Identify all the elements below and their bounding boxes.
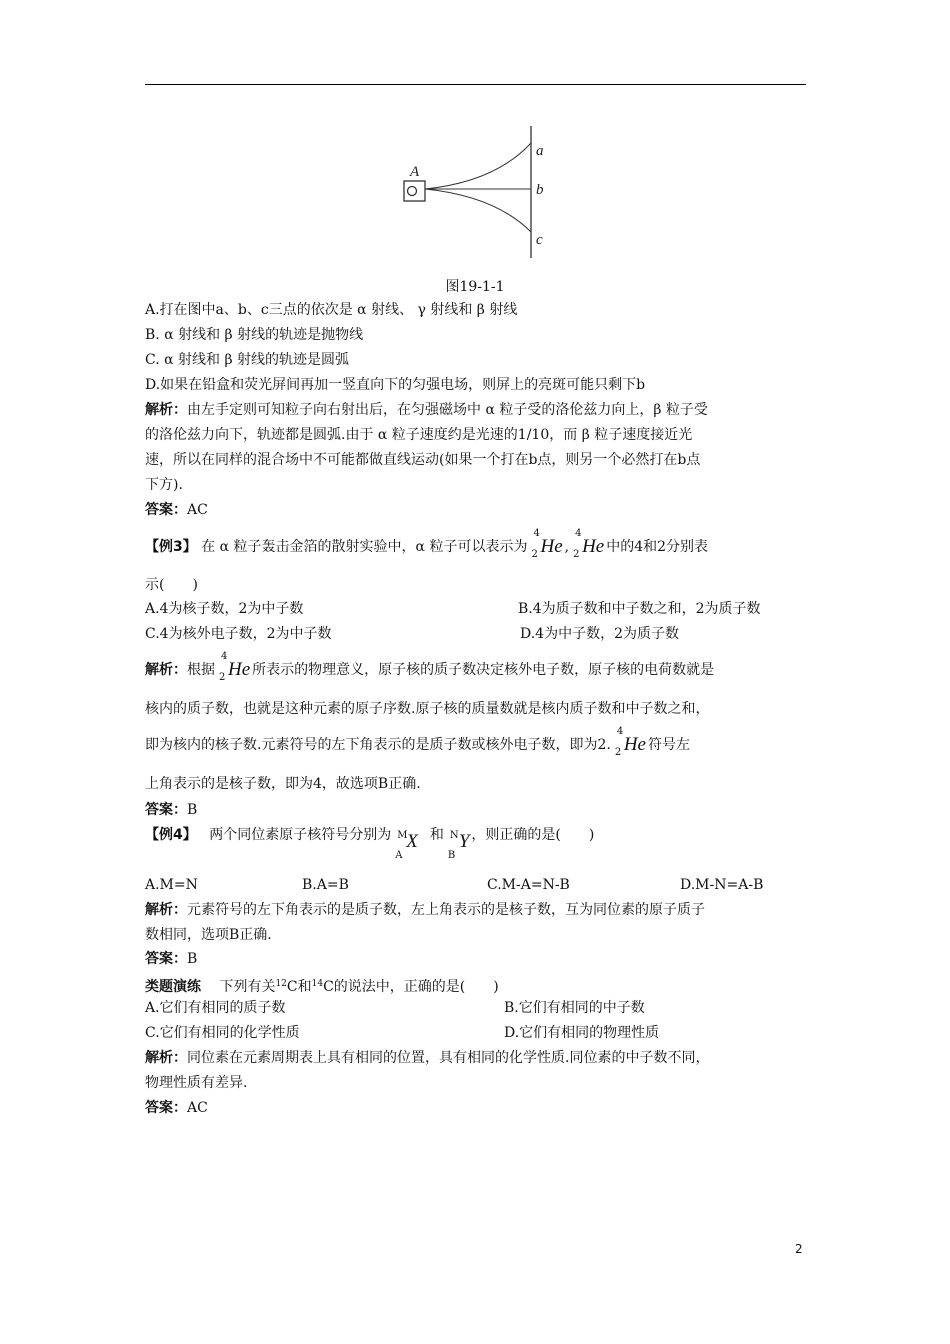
q2-analysis-line-2: 的洛伦兹力向下，轨迹都是圆弧.由于 α 粒子速度约是光速的1/10，而 β 粒子速度接近光 <box>145 427 693 443</box>
analysis-label: 解析： <box>145 402 187 418</box>
q3-stem-text: 中的4和2分别表 <box>606 539 709 555</box>
helium-symbol: 4 2 He <box>573 528 605 560</box>
q3-answer <box>145 801 197 819</box>
analysis-text: 所表示的物理意义，原子核的质子数决定核外电子数，原子核的电荷数就是 <box>252 662 715 678</box>
q2-option-b: B. α 射线和 β 射线的轨迹是抛物线 <box>145 327 364 343</box>
practice-stem-text: 下列有关 <box>219 979 276 995</box>
header-rule <box>145 84 806 85</box>
label-a: a <box>536 143 544 159</box>
practice-tag: 类题演练 <box>145 979 201 995</box>
q3-stem-line-2: 示( ) <box>145 577 198 593</box>
q4-option-a: A.M=N <box>145 877 198 893</box>
answer-value: AC <box>187 1100 208 1116</box>
q3-sep: , <box>564 539 570 555</box>
answer-value: B <box>187 802 198 818</box>
analysis-label: 解析： <box>145 662 187 678</box>
practice-stem <box>145 975 499 996</box>
analysis-label: 解析： <box>145 902 187 918</box>
answer-label: 答案： <box>145 502 187 518</box>
q3-option-c: C.4为核外电子数，2为中子数 <box>145 626 332 642</box>
helium-symbol: 4 2 He <box>531 528 563 560</box>
alpha-path <box>425 143 531 189</box>
q3-analysis-line-3 <box>145 726 690 758</box>
q4-analysis-line-2: 数相同，选项B正确. <box>145 927 272 943</box>
q3-analysis-line-2: 核内的质子数，也就是这种元素的原子序数.原子核的质量数就是核内质子数和中子数之和， <box>145 701 710 717</box>
q2-analysis-line-3: 速，所以在同样的混合场中不可能都做直线运动(如果一个打在b点，则另一个必然打在b点 <box>145 452 701 468</box>
label-A: A <box>410 164 420 180</box>
analysis-text: 元素符号的左下角表示的是质子数，左上角表示的是核子数，互为同位素的原子质子 <box>187 902 705 918</box>
practice-analysis-line-1 <box>145 1049 709 1067</box>
carbon-symbol: C <box>286 979 298 995</box>
q3-option-a: A.4为核子数，2为中子数 <box>145 601 304 617</box>
figure-caption: 图19-1-1 <box>445 279 505 295</box>
isotope-y-symbol: N B Y <box>447 830 470 861</box>
q3-option-d: D.4为中子数，2为质子数 <box>520 626 679 642</box>
q3-option-b: B.4为质子数和中子数之和，2为质子数 <box>518 601 761 617</box>
page-number: 2 <box>795 1242 803 1256</box>
label-b: b <box>536 182 544 198</box>
answer-label: 答案： <box>145 951 187 967</box>
answer-value: B <box>187 951 198 967</box>
radiation-deflection-figure <box>400 126 550 260</box>
q4-stem <box>145 826 595 861</box>
q4-stem-text: ，则正确的是( ) <box>471 827 595 843</box>
analysis-text: 符号左 <box>647 737 690 753</box>
q4-analysis-line-1 <box>145 901 705 919</box>
example-tag: 【例3】 <box>145 539 197 555</box>
practice-stem-text: 的说法中，正确的是( ) <box>333 979 499 995</box>
q3-analysis-line-1 <box>145 651 715 683</box>
c12-mass: 12 <box>275 979 287 989</box>
example-tag: 【例4】 <box>145 827 197 843</box>
practice-option-a: A.它们有相同的质子数 <box>145 1000 286 1016</box>
label-c: c <box>536 232 543 248</box>
answer-label: 答案： <box>145 802 187 818</box>
q2-analysis-line-4: 下方). <box>145 477 183 493</box>
practice-analysis-line-2: 物理性质有差异. <box>145 1075 248 1091</box>
q3-stem-text: 在 α 粒子轰击金箔的散射实验中，α 粒子可以表示为 <box>201 539 528 555</box>
q4-stem-text: 两个同位素原子核符号分别为 <box>209 827 392 843</box>
q2-option-c: C. α 射线和 β 射线的轨迹是圆弧 <box>145 352 350 368</box>
q2-option-d: D.如果在铅盒和荧光屏间再加一竖直向下的匀强电场，则屏上的亮斑可能只剩下b <box>145 377 646 393</box>
helium-symbol: 4 2 He <box>614 726 646 758</box>
helium-symbol: 4 2 He <box>219 651 251 683</box>
analysis-text: 同位素在元素周期表上具有相同的位置，具有相同的化学性质.同位素的中子数不同， <box>187 1050 710 1066</box>
q4-option-d: D.M-N=A-B <box>680 877 764 893</box>
q3-stem-line-1 <box>145 528 709 560</box>
analysis-text: 根据 <box>187 662 215 678</box>
practice-option-c: C.它们有相同的化学性质 <box>145 1025 300 1041</box>
analysis-text: 即为核内的核子数.元素符号的左下角表示的是质子数或核外电子数，即为2. <box>145 737 611 753</box>
carbon-symbol: C <box>323 979 334 995</box>
answer-value: AC <box>187 502 208 518</box>
q4-and: 和 <box>429 827 444 843</box>
q2-analysis-line-1 <box>145 401 708 419</box>
practice-and: 和 <box>297 979 312 995</box>
isotope-x-symbol: M A X <box>395 830 418 861</box>
practice-option-b: B.它们有相同的中子数 <box>504 1000 645 1016</box>
q4-option-b: B.A=B <box>302 877 349 893</box>
c14-mass: 14 <box>311 979 324 989</box>
practice-option-d: D.它们有相同的物理性质 <box>504 1025 660 1041</box>
q2-answer <box>145 501 208 519</box>
analysis-label: 解析： <box>145 1050 187 1066</box>
q3-analysis-line-4: 上角表示的是核子数，即为4，故选项B正确. <box>145 776 421 792</box>
q4-option-c: C.M-A=N-B <box>487 877 570 893</box>
practice-answer <box>145 1099 208 1117</box>
analysis-text: 由左手定则可知粒子向右射出后，在匀强磁场中 α 粒子受的洛伦兹力向上，β 粒子受 <box>187 402 708 418</box>
q2-option-a: A.打在图中a、b、c三点的依次是 α 射线、 γ 射线和 β 射线 <box>145 302 518 318</box>
source <box>408 187 417 196</box>
beta-path <box>425 189 531 232</box>
q4-answer <box>145 950 197 968</box>
answer-label: 答案： <box>145 1100 187 1116</box>
